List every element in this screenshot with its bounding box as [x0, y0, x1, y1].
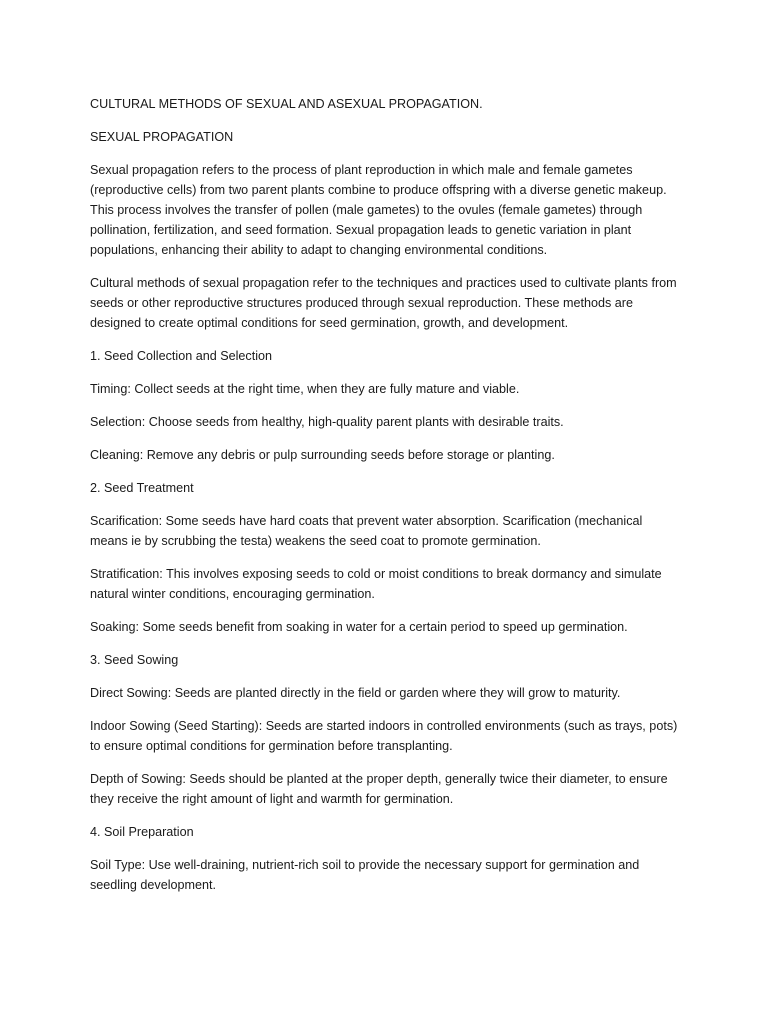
- intro-paragraph: Cultural methods of sexual propagation refer to the techniques and practices used to cultivate plants from seeds or other reproductive structures produced through sexual reproduction. These methods are designed to create optimal conditions for seed germination, growth, and development.: [90, 276, 677, 330]
- document-title: CULTURAL METHODS OF SEXUAL AND ASEXUAL PROPAGATION.: [90, 97, 483, 111]
- subsection-item: Timing: Collect seeds at the right time, when they are fully mature and viable.: [90, 382, 520, 396]
- subsection-item: Direct Sowing: Seeds are planted directly in the field or garden where they will grow to maturity.: [90, 686, 621, 700]
- subsection-item: Indoor Sowing (Seed Starting): Seeds are started indoors in controlled environments (such as trays, pots) to ensure optimal conditions for germination before transplanting.: [90, 719, 678, 753]
- intro-paragraph: Sexual propagation refers to the process of plant reproduction in which male and female gametes (reproductive cells) from two parent plants combine to produce offspring with a diverse genetic makeup. This process involves the transfer of pollen (male gametes) to the ovules (female gametes) through pollination, fertilization, and seed formation. Sexual propagation leads to genetic variation in plant populations, enhancing their ability to adapt to changing environmental conditions.: [90, 163, 667, 257]
- subsection-item: Stratification: This involves exposing seeds to cold or moist conditions to break dormancy and simulate natural winter conditions, encouraging germination.: [90, 567, 662, 601]
- subsection-item: Cleaning: Remove any debris or pulp surrounding seeds before storage or planting.: [90, 448, 555, 462]
- subsection-item: Soaking: Some seeds benefit from soaking in water for a certain period to speed up germination.: [90, 620, 628, 634]
- subsection-item: Soil Type: Use well-draining, nutrient-rich soil to provide the necessary support for germination and seedling development.: [90, 858, 640, 892]
- subsection-heading: 3. Seed Sowing: [90, 653, 179, 667]
- subsection-heading: 2. Seed Treatment: [90, 481, 194, 495]
- subsection-item: Scarification: Some seeds have hard coats that prevent water absorption. Scarification (mechanical means ie by scrubbing the testa) weakens the seed coat to promote germination.: [90, 514, 643, 548]
- subsection-item: Depth of Sowing: Seeds should be planted at the proper depth, generally twice their diameter, to ensure they receive the right amount of light and warmth for germination.: [90, 772, 668, 806]
- subsection-heading: 1. Seed Collection and Selection: [90, 349, 273, 363]
- section-heading: SEXUAL PROPAGATION: [90, 130, 234, 144]
- subsection-heading: 4. Soil Preparation: [90, 825, 194, 839]
- subsection-item: Selection: Choose seeds from healthy, high-quality parent plants with desirable traits.: [90, 415, 564, 429]
- document-page: [90, 94, 680, 908]
